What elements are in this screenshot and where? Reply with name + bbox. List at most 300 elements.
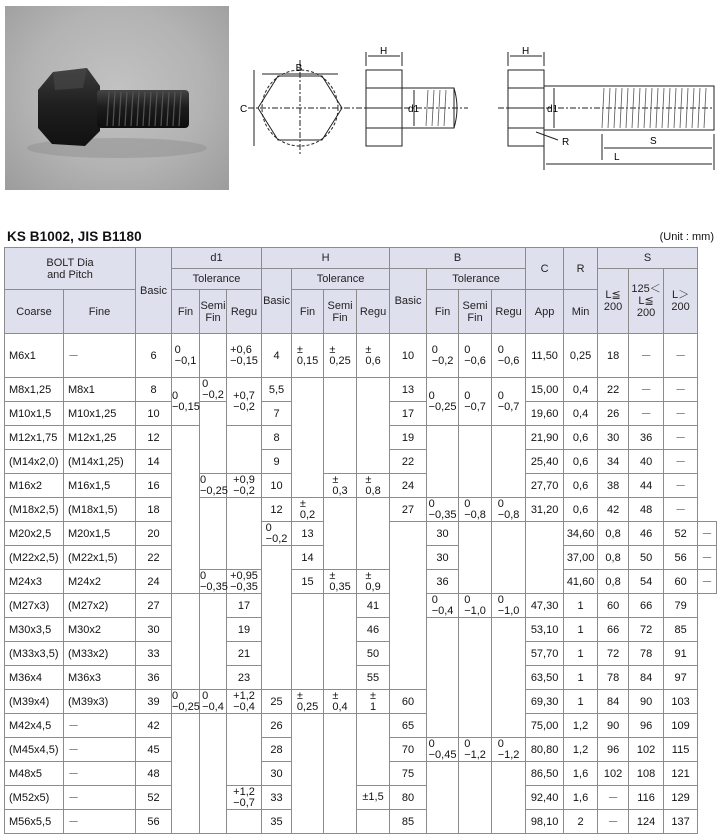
c-app: 86,50	[526, 762, 564, 786]
h-fin-tol	[292, 498, 324, 522]
h-semi-tol-value: ± 0,25	[329, 343, 351, 367]
basic-dia: 14	[136, 450, 172, 474]
h-basic: 21	[227, 642, 262, 666]
h-regu-tol	[357, 810, 390, 834]
b-regu-tol	[492, 426, 526, 498]
c-app: 92,40	[526, 786, 564, 810]
basic-dia: 36	[136, 666, 172, 690]
s-short: －	[598, 786, 629, 810]
d1-regu-tol	[227, 690, 262, 714]
c-app: 34,60	[564, 522, 598, 546]
h-basic: 7	[262, 402, 292, 426]
d1-semi-tol-value: 0 −0,2	[202, 377, 224, 401]
s-mid: 56	[664, 546, 698, 570]
label-d1-2: d1	[547, 104, 559, 115]
h-basic: 8	[262, 426, 292, 450]
r-min: 0,25	[564, 334, 598, 378]
s-mid: 44	[629, 474, 664, 498]
s-mid: 108	[629, 762, 664, 786]
h-basic: 12	[262, 498, 292, 522]
s-mid: 48	[629, 498, 664, 522]
d1-semi-tol	[172, 594, 200, 690]
fine-thread: M20x1,5	[64, 522, 136, 546]
s-long: －	[698, 546, 717, 570]
basic-dia: 45	[136, 738, 172, 762]
table-row	[5, 334, 717, 378]
header-b-basic: Basic	[390, 269, 427, 334]
coarse-thread: M12x1,75	[5, 426, 64, 450]
s-long: －	[698, 570, 717, 594]
d1-fin-tol	[172, 378, 200, 426]
h-semi-tol	[324, 570, 357, 594]
c-app: 31,20	[526, 498, 564, 522]
bolt-photo	[5, 6, 229, 190]
s-mid: 40	[629, 450, 664, 474]
basic-dia: 12	[136, 426, 172, 450]
header-s: S	[598, 248, 698, 269]
basic-dia: 30	[136, 618, 172, 642]
d1-fin-tol-value: 0 −0,2	[265, 521, 288, 545]
basic-dia: 33	[136, 642, 172, 666]
b-basic: 30	[427, 546, 459, 570]
b-basic: 22	[390, 450, 427, 474]
b-regu-tol	[492, 594, 526, 618]
s-long: 97	[664, 666, 698, 690]
d1-fin-tol	[172, 426, 200, 594]
basic-dia: 27	[136, 594, 172, 618]
s-short: 90	[598, 714, 629, 738]
d1-fin-tol	[172, 714, 200, 834]
b-basic: 50	[357, 642, 390, 666]
h-fin-tol	[292, 334, 324, 378]
b-basic: 13	[390, 378, 427, 402]
s-mid: －	[629, 402, 664, 426]
c-app: 63,50	[526, 666, 564, 690]
header-b-semi: Semi Fin	[459, 290, 492, 334]
coarse-thread: M56x5,5	[5, 810, 64, 834]
h-basic: 26	[262, 714, 292, 738]
b-semi-tol-value: 0 −0,6	[464, 343, 486, 367]
d1-regu-tol	[227, 714, 262, 786]
d1-fin-tol	[172, 690, 200, 714]
b-regu-tol	[492, 762, 526, 834]
h-fin-tol	[292, 378, 324, 498]
d1-semi-tol	[200, 690, 227, 714]
h-basic: 23	[227, 666, 262, 690]
b-regu-tol	[492, 378, 526, 426]
d1-semi-tol-value: 0 −0,25	[200, 473, 228, 497]
header-d1-regu: Regu	[227, 290, 262, 334]
h-regu-tol	[357, 378, 390, 474]
s-long: 85	[664, 618, 698, 642]
fine-thread: (M39x3)	[64, 690, 136, 714]
coarse-thread: (M22x2,5)	[5, 546, 64, 570]
h-basic: 5,5	[262, 378, 292, 402]
label-h-1: H	[380, 46, 388, 57]
coarse-thread: (M39x4)	[5, 690, 64, 714]
h-basic: 9	[262, 450, 292, 474]
header-r-min: Min	[564, 290, 598, 334]
coarse-thread: (M52x5)	[5, 786, 64, 810]
h-regu-tol	[357, 498, 390, 570]
r-min: 1,2	[564, 738, 598, 762]
c-app: 47,30	[526, 594, 564, 618]
d1-regu-tol-value: +0,95 −0,35	[230, 569, 258, 593]
s-short: 84	[598, 690, 629, 714]
h-basic: 10	[262, 474, 292, 498]
h-regu-tol	[357, 786, 390, 810]
table-row	[5, 570, 717, 594]
r-min: 2	[564, 810, 598, 834]
s-short: 102	[598, 762, 629, 786]
s-long: 109	[664, 714, 698, 738]
table-row	[5, 594, 717, 618]
table-row	[5, 498, 717, 522]
b-semi-tol	[459, 334, 492, 378]
table-row	[5, 474, 717, 498]
s-long: 121	[664, 762, 698, 786]
b-regu-tol-value: 0 −0,7	[497, 389, 520, 413]
r-min: 1,2	[564, 714, 598, 738]
fine-thread: －	[64, 762, 136, 786]
header-h-regu: Regu	[357, 290, 390, 334]
fine-thread: －	[64, 786, 136, 810]
c-app: 75,00	[526, 714, 564, 738]
b-basic: 46	[357, 618, 390, 642]
d1-regu-tol	[227, 810, 262, 834]
header-c-app: App	[526, 290, 564, 334]
r-min: 1,6	[564, 762, 598, 786]
h-regu-tol	[357, 474, 390, 498]
d1-regu-tol-value: +1,2 −0,4	[233, 689, 255, 713]
header-b: B	[390, 248, 526, 269]
s-long: 91	[664, 642, 698, 666]
label-s: S	[650, 136, 657, 147]
h-basic: 4	[262, 334, 292, 378]
s-short: 54	[629, 570, 664, 594]
s-mid: 124	[629, 810, 664, 834]
b-regu-tol	[492, 618, 526, 738]
c-app: 15,00	[526, 378, 564, 402]
b-basic: 30	[427, 522, 459, 546]
coarse-thread: (M33x3,5)	[5, 642, 64, 666]
b-fin-tol-value: 0 −0,4	[431, 593, 454, 617]
b-fin-tol	[427, 618, 459, 738]
c-app: 37,00	[564, 546, 598, 570]
table-row	[5, 642, 717, 666]
d1-regu-tol-value: +0,9 −0,2	[233, 473, 255, 497]
coarse-thread: (M18x2,5)	[5, 498, 64, 522]
h-fin-tol-value: ± 0,2	[299, 497, 316, 521]
header-h-fin: Fin	[292, 290, 324, 334]
fine-thread: －	[64, 738, 136, 762]
c-app: 41,60	[564, 570, 598, 594]
d1-semi-tol	[200, 474, 227, 498]
b-fin-tol	[427, 762, 459, 834]
header-d1-semi: Semi Fin	[200, 290, 227, 334]
b-basic: 27	[390, 498, 427, 522]
b-basic: 24	[390, 474, 427, 498]
coarse-thread: M30x3,5	[5, 618, 64, 642]
coarse-thread: M8x1,25	[5, 378, 64, 402]
h-regu-tol-value: ± 0,9	[365, 569, 381, 593]
basic-dia: 18	[136, 498, 172, 522]
fine-thread: (M33x2)	[64, 642, 136, 666]
s-mid: －	[629, 378, 664, 402]
r-min: 1	[564, 618, 598, 642]
c-app: 98,10	[526, 810, 564, 834]
h-semi-tol	[324, 378, 357, 474]
d1-fin-tol-value: 0 −0,25	[172, 689, 200, 713]
basic-dia: 56	[136, 810, 172, 834]
h-semi-tol	[292, 594, 324, 690]
standard-title: KS B1002, JIS B1180	[7, 229, 142, 244]
d1-fin-tol	[172, 334, 200, 378]
header-b-fin: Fin	[427, 290, 459, 334]
s-mid: 52	[664, 522, 698, 546]
b-regu-tol	[492, 334, 526, 378]
s-short: 34	[598, 450, 629, 474]
unit-note: (Unit : mm)	[659, 231, 714, 243]
b-semi-tol	[459, 426, 492, 498]
d1-fin-tol-value: 0 −0,1	[174, 343, 197, 367]
fine-thread: M16x1,5	[64, 474, 136, 498]
d1-regu-tol	[227, 498, 262, 570]
basic-dia: 52	[136, 786, 172, 810]
b-basic: 80	[390, 786, 427, 810]
h-basic: 15	[292, 570, 324, 594]
h-regu-tol	[357, 714, 390, 786]
s-mid: 84	[629, 666, 664, 690]
b-fin-tol-value: 0 −0,35	[428, 497, 457, 521]
h-semi-tol	[324, 690, 357, 714]
coarse-thread: M10x1,5	[5, 402, 64, 426]
basic-dia: 22	[136, 546, 172, 570]
h-regu-tol-value: ±1,5	[362, 791, 384, 804]
h-regu-tol-value: ± 1	[369, 689, 377, 713]
b-regu-tol	[492, 738, 526, 762]
fine-thread: M24x2	[64, 570, 136, 594]
b-regu-tol-value: 0 −0,8	[497, 497, 520, 521]
b-semi-tol-value: 0 −0,7	[464, 389, 486, 413]
d1-semi-tol	[200, 498, 227, 570]
c-app: 11,50	[526, 334, 564, 378]
b-regu-tol	[526, 522, 564, 594]
fine-thread: －	[64, 334, 136, 378]
s-mid: 60	[664, 570, 698, 594]
c-app: 19,60	[526, 402, 564, 426]
label-c: C	[240, 104, 248, 115]
basic-dia: 6	[136, 334, 172, 378]
header-c: C	[526, 248, 564, 290]
s-long: －	[664, 498, 698, 522]
fine-thread: M12x1,25	[64, 426, 136, 450]
label-l: L	[614, 152, 620, 163]
b-semi-tol	[459, 738, 492, 762]
s-mid: 102	[629, 738, 664, 762]
header-basic: Basic	[136, 248, 172, 334]
coarse-thread: M16x2	[5, 474, 64, 498]
header-fine: Fine	[64, 290, 136, 334]
coarse-thread: M36x4	[5, 666, 64, 690]
s-mid: 66	[629, 594, 664, 618]
fine-thread: (M22x1,5)	[64, 546, 136, 570]
s-short: 66	[598, 618, 629, 642]
coarse-thread: M20x2,5	[5, 522, 64, 546]
r-min: 0,6	[564, 498, 598, 522]
basic-dia: 24	[136, 570, 172, 594]
b-semi-tol	[459, 762, 492, 834]
h-fin-tol-value: ± 0,15	[296, 343, 319, 367]
h-basic: 14	[292, 546, 324, 570]
d1-semi-tol	[200, 378, 227, 402]
header-d1-fin: Fin	[172, 290, 200, 334]
b-semi-tol	[459, 378, 492, 426]
s-long: －	[664, 334, 698, 378]
s-short: 96	[598, 738, 629, 762]
b-fin-tol	[427, 378, 459, 426]
r-min: 0,8	[598, 570, 629, 594]
fine-thread: －	[64, 810, 136, 834]
h-regu-tol-value: ± 0,6	[365, 343, 381, 367]
basic-dia: 10	[136, 402, 172, 426]
header-h-basic: Basic	[262, 269, 292, 334]
b-semi-tol-value: 0 −0,8	[464, 497, 486, 521]
b-regu-tol	[492, 498, 526, 522]
d1-semi-tol	[200, 570, 227, 594]
b-basic: 70	[390, 738, 427, 762]
basic-dia: 16	[136, 474, 172, 498]
c-app: 27,70	[526, 474, 564, 498]
b-regu-tol-value: 0 −1,2	[497, 737, 520, 761]
fine-thread: M10x1,25	[64, 402, 136, 426]
h-basic: 30	[262, 762, 292, 786]
b-semi-tol	[492, 522, 526, 594]
b-semi-tol	[459, 594, 492, 618]
header-h-semi: Semi Fin	[324, 290, 357, 334]
header-coarse: Coarse	[5, 290, 64, 334]
s-long: 79	[664, 594, 698, 618]
table-row	[5, 810, 717, 834]
fine-thread: M30x2	[64, 618, 136, 642]
coarse-thread: (M45x4,5)	[5, 738, 64, 762]
d1-regu-tol	[227, 334, 262, 378]
s-mid: 72	[629, 618, 664, 642]
header-d1: d1	[172, 248, 262, 269]
h-semi-tol-value: ± 0,3	[332, 473, 348, 497]
h-regu-tol	[357, 334, 390, 378]
d1-regu-tol-value: +1,2 −0,7	[233, 785, 255, 809]
d1-semi-tol	[200, 714, 227, 834]
s-short: 22	[598, 378, 629, 402]
header-s-long: L＞ 200	[664, 269, 698, 334]
d1-fin-tol	[262, 546, 292, 690]
s-short: 72	[598, 642, 629, 666]
table-row	[5, 378, 717, 402]
h-basic: 35	[262, 810, 292, 834]
header-h-tolerance: Tolerance	[292, 269, 390, 290]
b-semi-tol	[459, 618, 492, 738]
table-row	[5, 690, 717, 714]
s-long: 103	[664, 690, 698, 714]
header-h: H	[262, 248, 390, 269]
table-row	[5, 714, 717, 738]
fine-thread: (M18x1,5)	[64, 498, 136, 522]
header-d1-tolerance: Tolerance	[172, 269, 262, 290]
basic-dia: 39	[136, 690, 172, 714]
b-basic: 19	[390, 426, 427, 450]
r-min: 0,8	[598, 546, 629, 570]
r-min: 0,8	[598, 522, 629, 546]
b-regu-tol-value: 0 −0,6	[497, 343, 520, 367]
table-row	[5, 618, 717, 642]
bolt-dimension-drawings	[236, 30, 716, 180]
header-b-regu: Regu	[492, 290, 526, 334]
h-semi-tol-value: ± 0,4	[332, 689, 348, 713]
h-semi-tol-value: ± 0,35	[329, 569, 351, 593]
basic-dia: 42	[136, 714, 172, 738]
h-regu-tol-value: ± 0,8	[365, 473, 381, 497]
header-b-tolerance: Tolerance	[427, 269, 526, 290]
b-basic: 36	[427, 570, 459, 594]
h-basic: 17	[227, 594, 262, 618]
d1-regu-tol	[227, 786, 262, 810]
b-regu-tol-value: 0 −1,0	[497, 593, 520, 617]
h-basic: 33	[262, 786, 292, 810]
s-short: 18	[598, 334, 629, 378]
table-body	[5, 334, 717, 834]
d1-semi-tol	[200, 334, 227, 378]
s-short: 50	[629, 546, 664, 570]
h-fin-tol	[292, 690, 324, 714]
c-app: 57,70	[526, 642, 564, 666]
h-regu-tol	[324, 594, 357, 690]
s-mid: 96	[629, 714, 664, 738]
coarse-thread: (M14x2,0)	[5, 450, 64, 474]
h-fin-tol-value: ± 0,25	[296, 689, 319, 713]
s-long: 129	[664, 786, 698, 810]
r-min: 0,6	[564, 450, 598, 474]
s-long: －	[664, 450, 698, 474]
b-fin-tol	[459, 522, 492, 594]
b-basic: 17	[390, 402, 427, 426]
bolt-spec-table	[4, 247, 717, 834]
s-short: 38	[598, 474, 629, 498]
s-long: 137	[664, 810, 698, 834]
s-short: 78	[598, 666, 629, 690]
s-short: －	[598, 810, 629, 834]
s-long: －	[664, 426, 698, 450]
coarse-thread: M48x5	[5, 762, 64, 786]
h-semi-tol	[324, 474, 357, 498]
table-row	[5, 666, 717, 690]
c-app: 53,10	[526, 618, 564, 642]
basic-dia: 8	[136, 378, 172, 402]
h-basic: 28	[262, 738, 292, 762]
d1-semi-tol	[200, 402, 227, 474]
h-semi-tol	[324, 334, 357, 378]
fine-thread: －	[64, 714, 136, 738]
basic-dia: 48	[136, 762, 172, 786]
d1-regu-tol	[227, 474, 262, 498]
coarse-thread: M6x1	[5, 334, 64, 378]
s-short: 26	[598, 402, 629, 426]
fine-thread: M36x3	[64, 666, 136, 690]
d1-regu-tol-value: +0,7 −0,2	[233, 389, 255, 413]
h-semi-tol	[324, 498, 357, 570]
r-min: 1	[564, 666, 598, 690]
s-mid: 90	[629, 690, 664, 714]
